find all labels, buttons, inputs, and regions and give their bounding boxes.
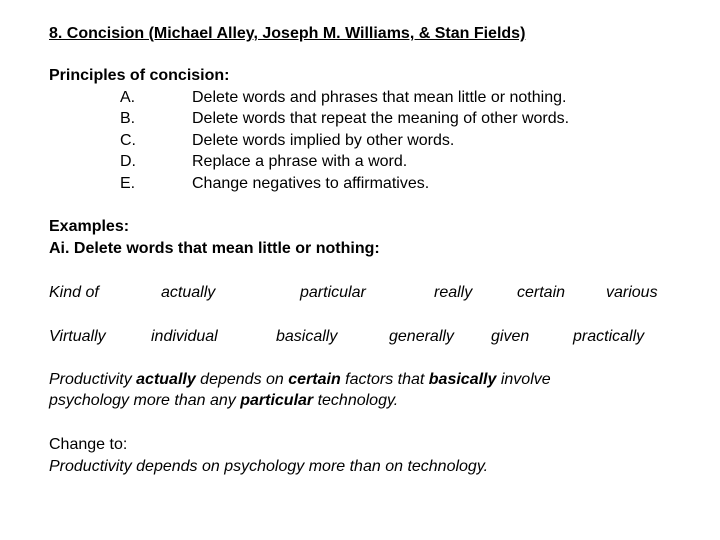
filler-word: really	[434, 284, 473, 301]
examples-heading: Examples:	[49, 218, 130, 235]
examples-subheading: Ai. Delete words that mean little or nothing:	[49, 240, 380, 257]
filler-word: basically	[276, 328, 338, 345]
example-sentence-line-1	[49, 369, 551, 390]
principles-heading: Principles of concision:	[49, 67, 230, 84]
principle-text: Delete words and phrases that mean little or nothing.	[192, 89, 567, 106]
principle-letter: C.	[120, 132, 136, 149]
principle-letter: A.	[120, 89, 136, 106]
highlighted-word: certain	[288, 371, 341, 388]
sentence-text: depends on	[195, 371, 289, 388]
filler-word: actually	[161, 284, 216, 301]
sentence-text: technology.	[313, 392, 399, 409]
filler-word: Kind of	[49, 284, 99, 301]
principle-item	[0, 108, 720, 129]
principle-text: Delete words implied by other words.	[192, 132, 455, 149]
principle-letter: D.	[120, 153, 136, 170]
filler-word: generally	[389, 328, 454, 345]
filler-word: Virtually	[49, 328, 106, 345]
highlighted-word: particular	[240, 392, 314, 409]
filler-word: practically	[573, 328, 645, 345]
principle-letter: B.	[120, 110, 136, 127]
principle-text: Delete words that repeat the meaning of other words.	[192, 110, 570, 127]
filler-word: given	[491, 328, 530, 345]
revised-sentence: Productivity depends on psychology more than on technology.	[49, 458, 489, 475]
sentence-text: factors that	[340, 371, 429, 388]
principle-text: Change negatives to affirmatives.	[192, 175, 430, 192]
filler-word: certain	[517, 284, 566, 301]
principle-item	[0, 130, 720, 151]
principle-text: Replace a phrase with a word.	[192, 153, 408, 170]
highlighted-word: actually	[136, 371, 196, 388]
example-sentence-line-2	[49, 390, 398, 411]
principle-letter: E.	[120, 175, 136, 192]
filler-word: particular	[300, 284, 366, 301]
page-title: 8. Concision (Michael Alley, Joseph M. Williams, & Stan Fields)	[49, 25, 526, 42]
highlighted-word: basically	[428, 371, 497, 388]
change-label: Change to:	[49, 436, 128, 453]
principle-item	[0, 173, 720, 194]
sentence-text: psychology more than any	[49, 392, 241, 409]
principle-item	[0, 87, 720, 108]
filler-word: individual	[151, 328, 218, 345]
sentence-text: involve	[496, 371, 551, 388]
principle-item	[0, 151, 720, 172]
sentence-text: Productivity	[49, 371, 137, 388]
filler-word: various	[606, 284, 658, 301]
